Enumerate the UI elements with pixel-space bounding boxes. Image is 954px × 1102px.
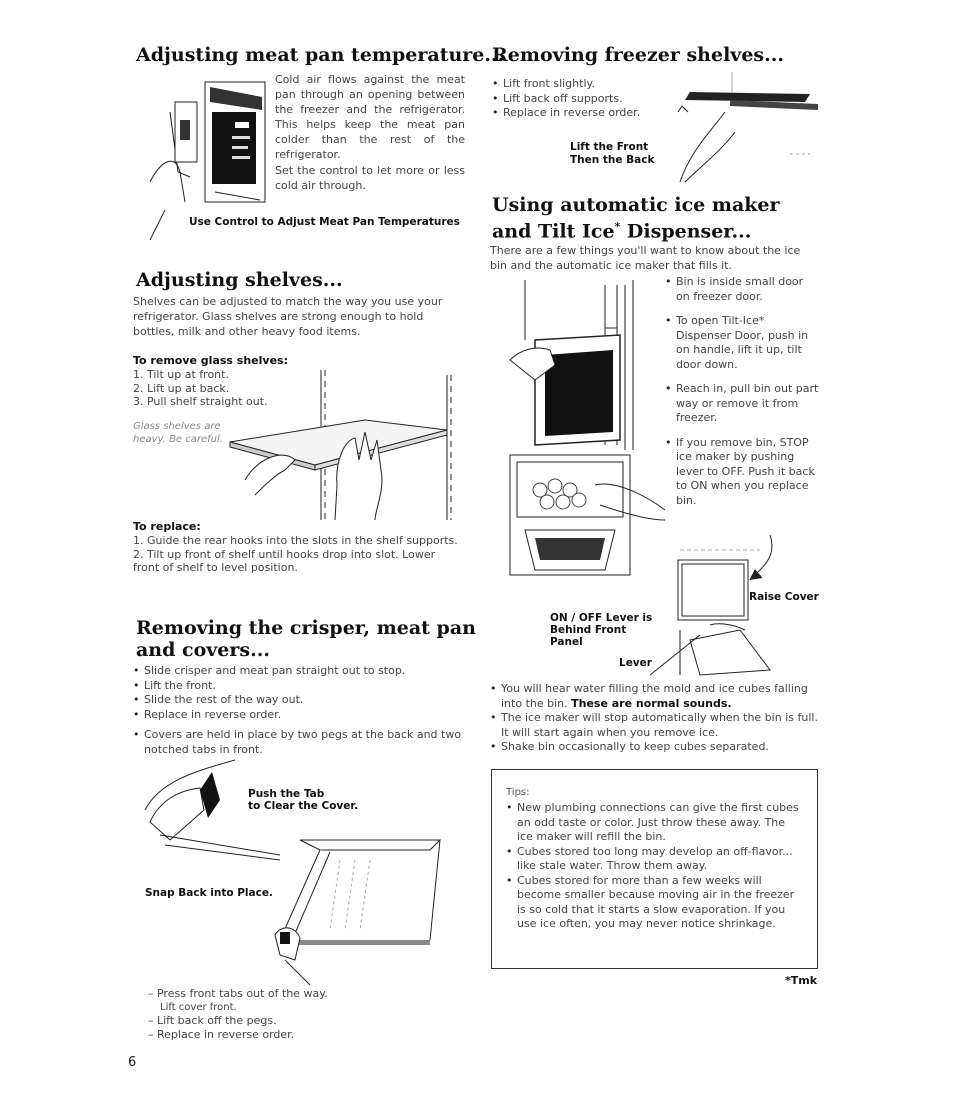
shelves-warning: Glass shelves are heavy. Be careful. [133, 421, 223, 445]
ice-dispenser-illustration [505, 280, 665, 450]
meat-pan-text-2: Set the control to let more or less cold air through. [275, 164, 465, 192]
list-item: – Replace in reverse order. [148, 1027, 295, 1041]
label-onoff-1: ON / OFF Lever is [550, 612, 653, 624]
list-item: • The ice maker will stop automatically when the bin is full. It will start again when you remove ice. [490, 711, 820, 740]
cover-steps-list [148, 987, 448, 1041]
list-item: • Lift back off supports. [492, 92, 692, 107]
label-raise-cover: Raise Cover [749, 591, 819, 603]
heading-crisper-2: and covers... [136, 639, 270, 661]
ice-intro: There are a few things you'll want to know about the ice bin and the automatic ice maker that fills it. [490, 244, 801, 272]
heading-meat-pan: Adjusting meat pan temperature... [136, 44, 505, 66]
page-number: 6 [128, 1055, 137, 1070]
heading-ice-maker: Using automatic ice maker [492, 194, 780, 216]
tips-title: Tips: [506, 787, 530, 798]
list-item: • You will hear water filling the mold and ice cubes falling into the bin. These are normal sounds. [490, 682, 820, 711]
list-item: • Slide crisper and meat pan straight out to stop. [133, 664, 463, 679]
trademark-note: *Tmk [785, 974, 818, 987]
list-item: 1. Tilt up at front. [133, 368, 229, 381]
heading-adjusting-shelves: Adjusting shelves... [136, 269, 343, 291]
ice-maker-lever-illustration [640, 530, 800, 680]
label-lever: Lever [619, 657, 652, 669]
list-item: – Lift back off the pegs. [148, 1014, 277, 1027]
list-item: • Lift front slightly. [492, 77, 692, 92]
list-item: • To open Tilt-Ice* Dispenser Door, push in on handle, lift it up, tilt door down. [665, 314, 820, 372]
heading-freezer-shelves: Removing freezer shelves... [492, 44, 784, 66]
remove-glass-shelves-title: To remove glass shelves: [133, 354, 288, 367]
list-item: • Replace in reverse order. [133, 708, 463, 723]
meat-pan-caption: Use Control to Adjust Meat Pan Temperatures [189, 216, 460, 228]
ice-sounds-bullets [490, 682, 820, 755]
label-snap-back: Snap Back into Place. [145, 887, 273, 899]
label-onoff-2: Behind Front [550, 624, 627, 636]
heading-ice-maker-2: and Tilt Ice* Dispenser... [492, 220, 752, 243]
replace-title: To replace: [133, 520, 201, 533]
label-then-back: Then the Back [570, 154, 655, 166]
crisper-bullets [133, 664, 463, 722]
freezer-bullets [492, 77, 692, 121]
list-item: • If you remove bin, STOP ice maker by pushing lever to OFF. Push it back to ON when you replace bin. [665, 436, 820, 509]
list-item: • Cubes stored for more than a few weeks will become smaller because moving air in the freezer is so cold that it starts a slow evaporation. If you use ice often, you may never notice shrinkage. [506, 874, 801, 932]
list-item: 1. Guide the rear hooks into the slots in the shelf supports. [133, 534, 458, 547]
tips-bullets [506, 801, 801, 932]
shelves-intro: Shelves can be adjusted to match the way you use your refrigerator. Glass shelves are strong enough to hold bottles, milk and other heavy food items. [133, 295, 443, 338]
list-item: • New plumbing connections can give the first cubes an odd taste or color. Just throw these away. The ice maker will refill the bin. [506, 801, 801, 845]
label-clear-cover: to Clear the Cover. [248, 800, 359, 812]
list-item: • Bin is inside small door on freezer door. [665, 275, 820, 304]
freezer-shelf-illustration [670, 72, 820, 187]
ice-bullets [665, 275, 820, 508]
label-push-tab: Push the Tab [248, 788, 325, 800]
list-item: 2. Lift up at back. [133, 381, 230, 395]
list-item: • Replace in reverse order. [492, 106, 692, 121]
list-item: • Lift the front. [133, 679, 463, 694]
meat-pan-text: Cold air flows against the meat pan through an opening between the freezer and the refrigerator. This helps keep the meat pan colder than the rest of the refrigerator. [275, 73, 465, 161]
list-item: • Shake bin occasionally to keep cubes separated. [490, 740, 820, 755]
list-item: • Reach in, pull bin out part way or remove it from freezer. [665, 382, 820, 426]
list-item: • Slide the rest of the way out. [133, 693, 463, 708]
glass-shelf-illustration [225, 370, 465, 525]
list-item: 3. Pull shelf straight out. [133, 395, 268, 408]
list-item: • Covers are held in place by two pegs at the back and two notched tabs in front. [133, 728, 463, 757]
label-lift-front: Lift the Front [570, 141, 649, 153]
list-item: • Cubes stored too long may develop an off-flavor... like stale water. Throw them away. [506, 845, 801, 874]
list-item: 2. Tilt up front of shelf until hooks drop into slot. Lower front of shelf to level position. [133, 547, 436, 574]
list-item: Lift cover front. [160, 1001, 237, 1013]
heading-crisper: Removing the crisper, meat pan [136, 617, 476, 639]
list-item: – Press front tabs out of the way. [148, 987, 328, 1000]
covers-bullet [133, 728, 463, 757]
replace-steps-list [133, 534, 461, 575]
label-onoff-3: Panel [550, 636, 583, 648]
